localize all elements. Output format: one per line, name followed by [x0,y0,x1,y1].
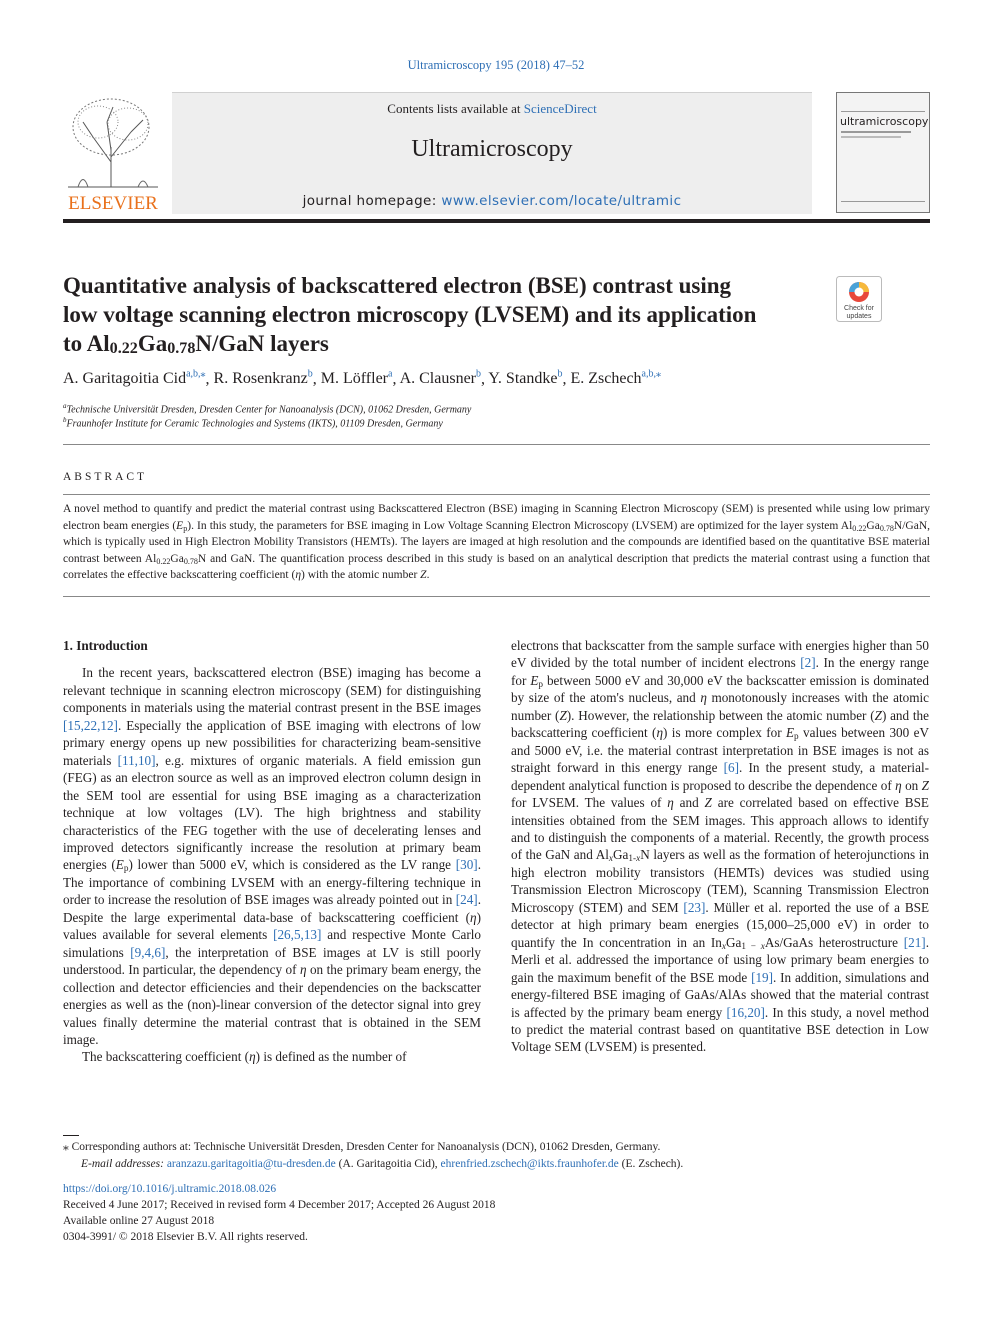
journal-header [172,92,812,214]
journal-name: Ultramicroscopy [411,136,573,162]
copyright: 0304-3991/ © 2018 Elsevier B.V. All rights reserved. [63,1231,308,1243]
cover-header-strip [841,101,925,112]
section-heading: 1. Introduction [63,638,148,653]
divider [63,596,930,597]
cover-title: ultramicroscopy [840,115,929,128]
cover-line [841,136,901,138]
paragraph: electrons that backscatter from the sample surface with energies higher than 50 eV divided by the total number of incident electrons [2]. In the energy range for $E_p$ between 5000 eV and 30,000 eV the backscatter emission is dominated by size of the atom's nucleus, and η monotonously increases with the atomic number (Z). However, the relationship between the atomic number (Z) and the backscattering coefficient (η) is more complex for $E_p$ values between 300 eV and 5000 eV, i.e. the material contrast interpretation in BSE images is not as straight forward in this energy range [6]. In the present study, a material-dependent analytical function is proposed to describe the dependence of η on Z for LVSEM. The values of η and Z are correlated based on effective BSE intensities obtained from the SEM images. This approach allows to identify and to distinguish the components of a material. Recently, the growth process of the GaN and $Al_xGa_{1-x}N$ layers as well as the formation of heterojunctions in high electron mobility transistors (HEMTs) devices was studied using Transmission Electron Microscopy (TEM), Scanning Transmission Electron Microscopy (STEM) and SEM [23]. Müller et al. reported the use of a BSE detector at high primary beam energies (15,000–25,000 eV) in order to quantify the In concentration in an $In_xGa_{1 - x}As$/GaAs heterostructure [21]. Merli et al. addressed the importance of using low primary beam energies to gain the maximum benefit of the BSE mode [19]. In addition, simulations and energy-filtered BSE imaging of GaAs/AlAs showed that the material contrast is affected by the primary beam energy [16,20]. In this study, a novel method to predict the material contrast based on quantitative BSE detection in Low Voltage SEM (LVSEM) is presented. [511,638,930,1055]
body-column-left [63,637,481,1066]
received-dates: Received 4 June 2017; Received in revised form 4 December 2017; Accepted 26 August 2018 [63,1199,496,1211]
author[interactable]: Y. Standke$^b$ [488,369,563,388]
email-line: E-mail addresses: aranzazu.garitagoitia@tu-dresden.de (A. Garitagoitia Cid), ehrenfried.zschech@ikts.fraunhofer.de (E. Zschech). [81,1157,684,1170]
divider [63,444,930,445]
cover-line [841,131,911,133]
header-rule [63,219,930,223]
abstract-text: A novel method to quantify and predict the material contrast using Backscattered Electron (BSE) imaging in Scanning Electron Microscopy (SEM) is presented while using low primary electron beam energies $(E_p)$. In this study, the parameters for BSE imaging in Low Voltage Scanning Electron Microscopy (LVSEM) are optimized for the layer system $Al_{0.22}Ga_{0.78}N$/GaN, which is typically used in High Electron Mobility Transistors (HEMTs). The layers are imaged at high resolution and the compounds are identified based on the quantitative BSE material contrast between $Al_{0.22}Ga_{0.78}N$ and GaN. The quantification process described in this study is based on an analytical description that predicts the material contrast using a function that correlates the effective backscattering coefficient (η) with the atomic number Z. [63,503,930,582]
doi-link[interactable]: https://doi.org/10.1016/j.ultramic.2018.08.026 [63,1183,277,1195]
abstract-heading: ABSTRACT [63,471,148,483]
crossmark-icon [836,276,882,322]
corresponding-author-note: ⁎ Corresponding authors at: Technische Universität Dresden, Dresden Center for Nanoanalysis (DCN), 01062 Dresden, Germany. [63,1141,661,1153]
footnote [63,1139,930,1172]
email-link[interactable]: ehrenfried.zschech@ikts.fraunhofer.de [440,1157,619,1170]
article-dates [63,1181,495,1245]
article-title: Quantitative analysis of backscattered electron (BSE) contrast using low voltage scanning electron microscopy (LVSEM) and its application to $Al_{0.22}Ga_{0.78}N$/GaN layers [63,273,757,357]
svg-text:Check for: Check for [844,305,874,312]
journal-citation[interactable]: Ultramicroscopy 195 (2018) 47–52 [407,58,585,72]
author[interactable]: R. Rosenkranz$^b$ [213,369,313,388]
elsevier-logo[interactable] [63,92,163,214]
author-list: A. Garitagoitia Cid$^{a,b,⁎}$, R. Rosenkranz$^b$, M. Löffler$^a$, A. Clausner$^b$, Y. Standke$^b$, E. Zschech$^{a,b,⁎}$ [63,369,661,388]
publisher-logo-text: ELSEVIER [68,193,158,214]
divider [63,494,930,495]
paragraph: In the recent years, backscattered electron (BSE) imaging has become a relevant technique in scanning electron microscopy (SEM) for distinguishing components in materials using the material contrast present in the BSE images [15,22,12]. Especially the application of BSE imaging with electrons of low primary energy opens up new possibilities for characterizing beam-sensitive materials [11,10], e.g. mixtures of organic materials. A field emission gun (FEG) as an electron source as well as an improved electron column design in the SEM tool are essential for using BSE imaging as a characterization technique at low voltages (LV). The high brightness and stability characteristics of the FEG together with the use of decelerating lenses and improved detectors significantly increase the resolution at primary beam energies $(E_p)$ lower than 5000 eV, which is considered as the LV range [30]. The importance of combining LVSEM with an energy-filtering technique in order to increase the resolution of BSE images was already pointed out in [24]. Despite the large experimental data-base of backscattering coefficient (η) values available for several elements [26,5,13] and respective Monte Carlo simulations [9,4,6], the interpretation of BSE images at LV is still poorly understood. In particular, the dependency of η on the primary beam energy, the collection and detector efficiencies and their dependencies on the backscatter energies as well as the (non)-linear conversion of the detector signal into grey values finally determine the material contrast that is obtained in the SEM image. [63,665,481,1047]
affiliation: $^b$Fraunhofer Institute for Ceramic Technologies and Systems (IKTS), 01109 Dresden, Germany [63,416,443,430]
author[interactable]: A. Garitagoitia Cid$^{a,b,⁎}$ [63,369,206,388]
journal-homepage: journal homepage: www.elsevier.com/locate/ultramic [302,193,682,209]
sciencedirect-link[interactable]: ScienceDirect [523,101,597,116]
contents-line: Contents lists available at ScienceDirect [387,101,597,116]
author[interactable]: A. Clausner$^b$ [399,369,482,388]
footnote-rule [63,1135,79,1136]
check-for-updates-badge[interactable] [836,276,882,322]
author[interactable]: M. Löffler$^a$ [320,369,393,388]
author[interactable]: E. Zschech$^{a,b,⁎}$ [570,369,661,388]
svg-text:updates: updates [846,313,872,320]
cover-footer-line [841,201,925,202]
journal-cover-thumbnail[interactable] [836,92,930,213]
homepage-link[interactable]: www.elsevier.com/locate/ultramic [441,193,682,209]
elsevier-tree-icon [63,92,163,214]
email-link[interactable]: aranzazu.garitagoitia@tu-dresden.de [166,1157,336,1170]
available-date: Available online 27 August 2018 [63,1215,215,1227]
body-column-right [511,637,929,1056]
paragraph: The backscattering coefficient (η) is defined as the number of [82,1049,407,1065]
affiliation: $^a$Technische Universität Dresden, Dresden Center for Nanoanalysis (DCN), 01062 Dresden, Germany [63,402,472,416]
